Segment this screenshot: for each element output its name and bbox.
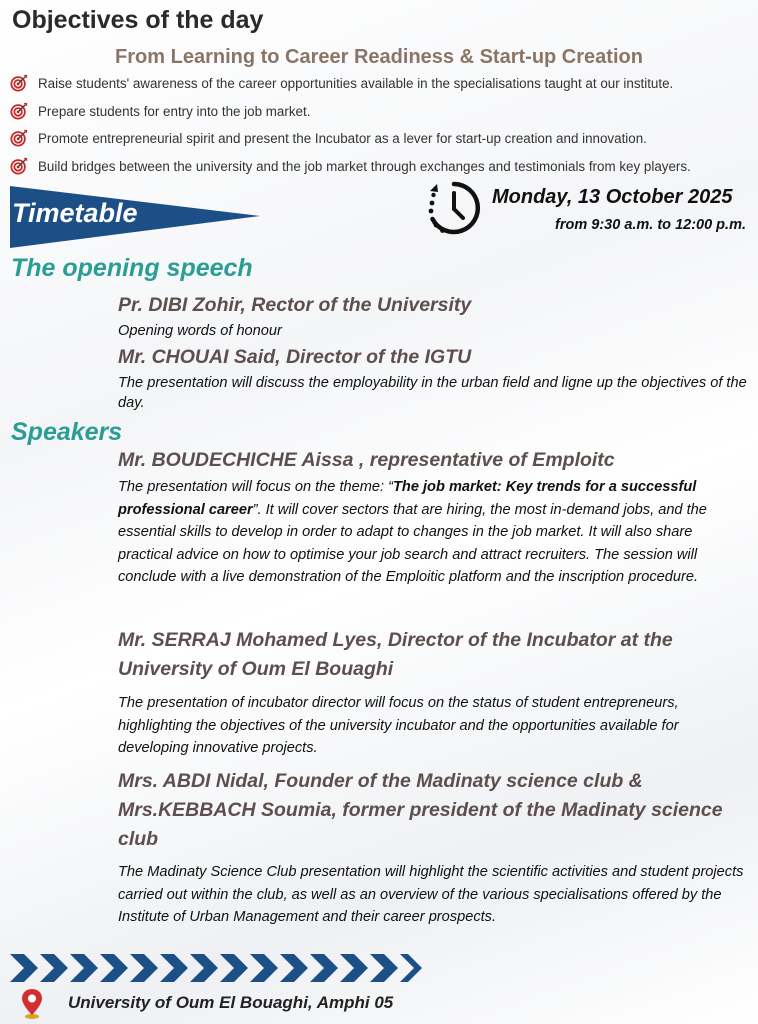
objective-item (10, 72, 673, 94)
event-date: Monday, 13 October 2025 (492, 186, 733, 208)
objective-item (10, 127, 647, 149)
objective-item (10, 100, 310, 122)
chevron-arrows-decoration (10, 954, 422, 982)
objective-item (10, 155, 691, 177)
speaker-description: Opening words of honour (118, 323, 282, 339)
event-hours: from 9:30 a.m. to 12:00 p.m. (555, 217, 746, 233)
target-icon (10, 74, 28, 92)
speaker-name: Mr. SERRAJ Mohamed Lyes, Director of the Incubator at the University of Oum El Bouaghi (118, 629, 673, 680)
speaker-description: The presentation will discuss the employability in the urban field and ligne up the objectives of the day. (118, 375, 747, 411)
speaker-name: Pr. DIBI Zohir, Rector of the University (118, 294, 472, 316)
objective-text: Raise students' awareness of the career opportunities available in the specialisations taught at our institute. (38, 75, 674, 91)
speaker-description: The presentation will focus on the theme: “The job market: Key trends for a successful professional career”. It will cover sectors that are hiring, the most in-demand jobs, and the essential skills to develop in order to adapt to changes in the job market. It will also share practical advice on how to optimise your job search and attract recruiters. The session will conclude with a live demonstration of the Emploitic platform and the inscription procedure. (118, 479, 707, 585)
page-title: Objectives of the day (12, 6, 264, 34)
page-subtitle: From Learning to Career Readiness & Start-up Creation (115, 46, 643, 68)
target-icon (10, 129, 28, 147)
clock-history-icon (424, 178, 484, 238)
target-icon (10, 157, 28, 175)
speakers-heading: Speakers (11, 418, 123, 446)
objective-text: Promote entrepreneurial spirit and present the Incubator as a lever for start-up creation and innovation. (38, 130, 647, 146)
speaker-name: Mr. CHOUAI Said, Director of the IGTU (118, 346, 472, 368)
event-location: University of Oum El Bouaghi, Amphi 05 (68, 993, 394, 1012)
speaker-description: The Madinaty Science Club presentation will highlight the scientific activities and student projects carried out within the club, as well as an overview of the various specialisations offered by the Institute of Urban Management and their career prospects. (118, 864, 744, 925)
objective-text: Prepare students for entry into the job market. (38, 103, 311, 119)
location-pin-icon (20, 988, 44, 1020)
objective-text: Build bridges between the university and the job market through exchanges and testimonials from key players. (38, 158, 691, 174)
theme-title: The job market: Key trends for a successful professional career (118, 479, 697, 518)
speaker-description: The presentation of incubator director will focus on the status of student entrepreneurs, highlighting the objectives of the university incubator and the opportunities available for developing innovative projects. (118, 695, 679, 756)
target-icon (10, 102, 28, 120)
opening-heading: The opening speech (11, 254, 253, 282)
timetable-label: Timetable (12, 198, 138, 228)
speaker-name: Mrs. ABDI Nidal, Founder of the Madinaty science club & Mrs.KEBBACH Soumia, former president of the Madinaty science club (118, 770, 723, 850)
speaker-name: Mr. BOUDECHICHE Aissa , representative of Emploitc (118, 449, 615, 471)
